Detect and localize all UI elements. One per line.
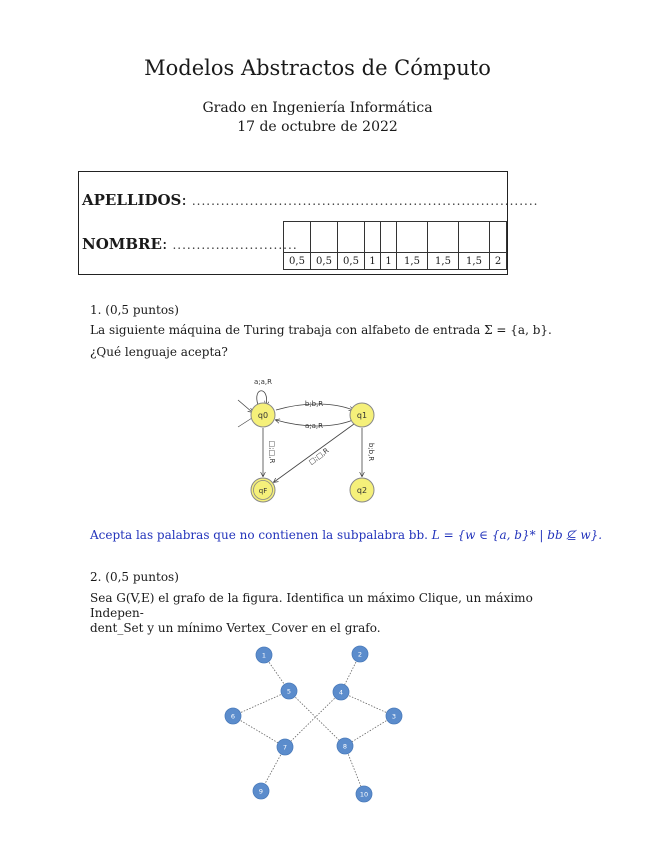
apellidos-dots: ........................................................................: [191, 194, 539, 208]
nombre-label: NOMBRE: [82, 235, 162, 253]
q1-header: [90, 303, 179, 317]
score-value: 0,5: [284, 253, 311, 270]
node-label-5: 5: [286, 687, 292, 696]
apellidos-field: [82, 190, 539, 209]
score-cell: [397, 222, 428, 253]
transition-label-q0-qF: □;□,R: [268, 440, 276, 464]
nombre-field: [82, 234, 298, 253]
transition-label-q0-q1: b;b,R: [304, 400, 324, 408]
date-line: 17 de octubre de 2022: [237, 119, 398, 135]
turing-machine-diagram: [228, 372, 398, 507]
apellidos-colon: :: [181, 190, 187, 209]
score-value: 0,5: [311, 253, 338, 270]
state-label-q1: q1: [356, 411, 368, 420]
q2-points: (0,5 puntos): [105, 570, 179, 584]
score-value: 1: [365, 253, 381, 270]
subtitle: [0, 99, 635, 137]
transition-label-q1-qF: □;□,R: [307, 446, 331, 467]
node-label-2: 2: [357, 650, 363, 659]
transition-label-q0-loop: a;a,R: [253, 378, 273, 386]
score-cell: [338, 222, 365, 253]
score-value: 1: [381, 253, 397, 270]
edge-q1-qF: [274, 424, 354, 482]
q1-question: ¿Qué lenguaje acepta?: [90, 345, 228, 359]
graph-edges: [230, 651, 397, 794]
node-label-7: 7: [282, 743, 288, 752]
nombre-dots: ..........................: [172, 238, 298, 252]
edge-6-7: [233, 716, 285, 747]
q1-answer: [90, 528, 610, 543]
node-label-8: 8: [342, 742, 348, 751]
transition-label-q1-q0: a;a,R: [304, 422, 324, 430]
page-title: Modelos Abstractos de Cómputo: [144, 56, 491, 80]
graph-node-labels: [231, 651, 396, 799]
edge-5-6: [233, 691, 289, 716]
score-value: 1,5: [428, 253, 459, 270]
node-label-3: 3: [391, 712, 397, 721]
state-label-q0: q0: [257, 411, 269, 420]
edge-5-8: [289, 688, 345, 746]
edge-4-3: [341, 692, 394, 716]
q1-number: 1.: [90, 303, 102, 317]
score-cell: [381, 222, 397, 253]
score-cell: [490, 222, 507, 253]
q2-header: [90, 570, 179, 584]
score-cell: [428, 222, 459, 253]
score-cell: [284, 222, 311, 253]
score-cell: [459, 222, 490, 253]
score-cell: [365, 222, 381, 253]
state-label-q2: q2: [356, 486, 368, 495]
transition-label-q1-q2: b;b,R: [367, 442, 375, 462]
initial-arrow: [238, 400, 252, 412]
q1-answer-text: Acepta las palabras que no contienen la subpalabra bb.: [90, 528, 428, 542]
score-values-row: [284, 253, 507, 270]
apellidos-label: APELLIDOS: [82, 191, 182, 209]
node-label-1: 1: [261, 651, 267, 660]
score-value: 2: [490, 253, 507, 270]
score-value: 0,5: [338, 253, 365, 270]
degree-line: Grado en Ingeniería Informática: [202, 100, 433, 116]
score-table: [283, 221, 507, 270]
q2-text-line1: Sea G(V,E) el grafo de la figura. Identifica un máximo Clique, un máximo Indepen-: [90, 591, 533, 620]
q1-points: (0,5 puntos): [105, 303, 179, 317]
score-value: 1,5: [459, 253, 490, 270]
initial-arrow-tail: [238, 418, 252, 427]
node-label-9: 9: [258, 787, 264, 796]
edge-4-7: [285, 692, 341, 747]
node-label-6: 6: [230, 712, 236, 721]
nombre-colon: :: [161, 234, 168, 253]
score-cell: [311, 222, 338, 253]
graph-nodes: [225, 646, 402, 802]
q2-text: [90, 591, 590, 636]
q1-text: La siguiente máquina de Turing trabaja con alfabeto de entrada Σ = {a, b}.: [90, 323, 552, 337]
graph-diagram: [215, 640, 405, 810]
score-value: 1,5: [397, 253, 428, 270]
node-label-10: 10: [359, 790, 369, 799]
q2-text-line2: dent_Set y un mínimo Vertex_Cover en el grafo.: [90, 621, 381, 635]
edge-3-8: [345, 716, 394, 746]
score-blank-row: [284, 222, 507, 253]
q2-number: 2.: [90, 570, 102, 584]
state-label-qF: qF: [258, 487, 268, 495]
q1-answer-formula: L = {w ∈ {a, b}* | bb ⊈ w}.: [431, 528, 603, 542]
node-label-4: 4: [338, 688, 344, 697]
